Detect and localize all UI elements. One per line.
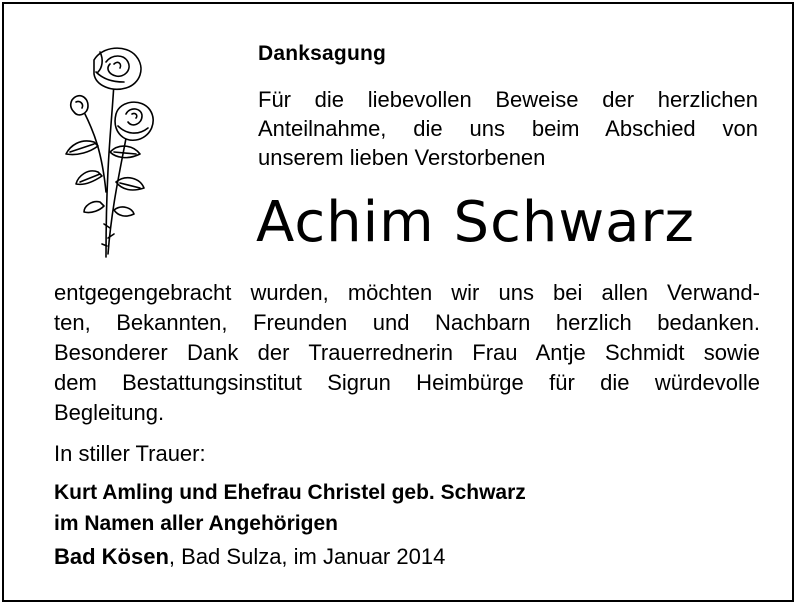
deceased-name: Achim Schwarz xyxy=(256,190,695,255)
signer-line: im Namen aller Angehörigen xyxy=(54,512,338,535)
mourning-label: In stiller Trauer: xyxy=(54,441,206,466)
body-line: dem Bestattungsinstitut Sigrun Heimbürge für die würdevolle xyxy=(54,370,760,395)
intro-line: Für die liebevollen Beweise der herzlichen xyxy=(258,87,758,112)
body-line: Besonderer Dank der Trauerrednerin Frau Antje Schmidt sowie xyxy=(54,340,760,365)
place-bold: Bad Kösen xyxy=(54,544,169,569)
heading-danksagung: Danksagung xyxy=(258,42,387,65)
intro-line: Anteilnahme, die uns beim Abschied von xyxy=(258,116,758,141)
body-line: Begleitung. xyxy=(54,400,165,425)
place-rest: , Bad Sulza, im Januar 2014 xyxy=(168,544,446,569)
place-date xyxy=(54,544,445,570)
body-line: entgegengebracht wurden, möchten wir uns bei allen Verwand- xyxy=(54,280,760,305)
intro-text xyxy=(258,85,758,172)
signers xyxy=(54,477,526,539)
signer-line: Kurt Amling und Ehefrau Christel geb. Schwarz xyxy=(54,481,526,504)
rose-icon xyxy=(54,42,164,262)
intro-line: unserem lieben Verstorbenen xyxy=(258,145,546,170)
body-text xyxy=(54,278,760,428)
body-line: ten, Bekannten, Freunden und Nachbarn herzlich bedanken. xyxy=(54,310,760,335)
obituary-notice xyxy=(2,2,794,602)
